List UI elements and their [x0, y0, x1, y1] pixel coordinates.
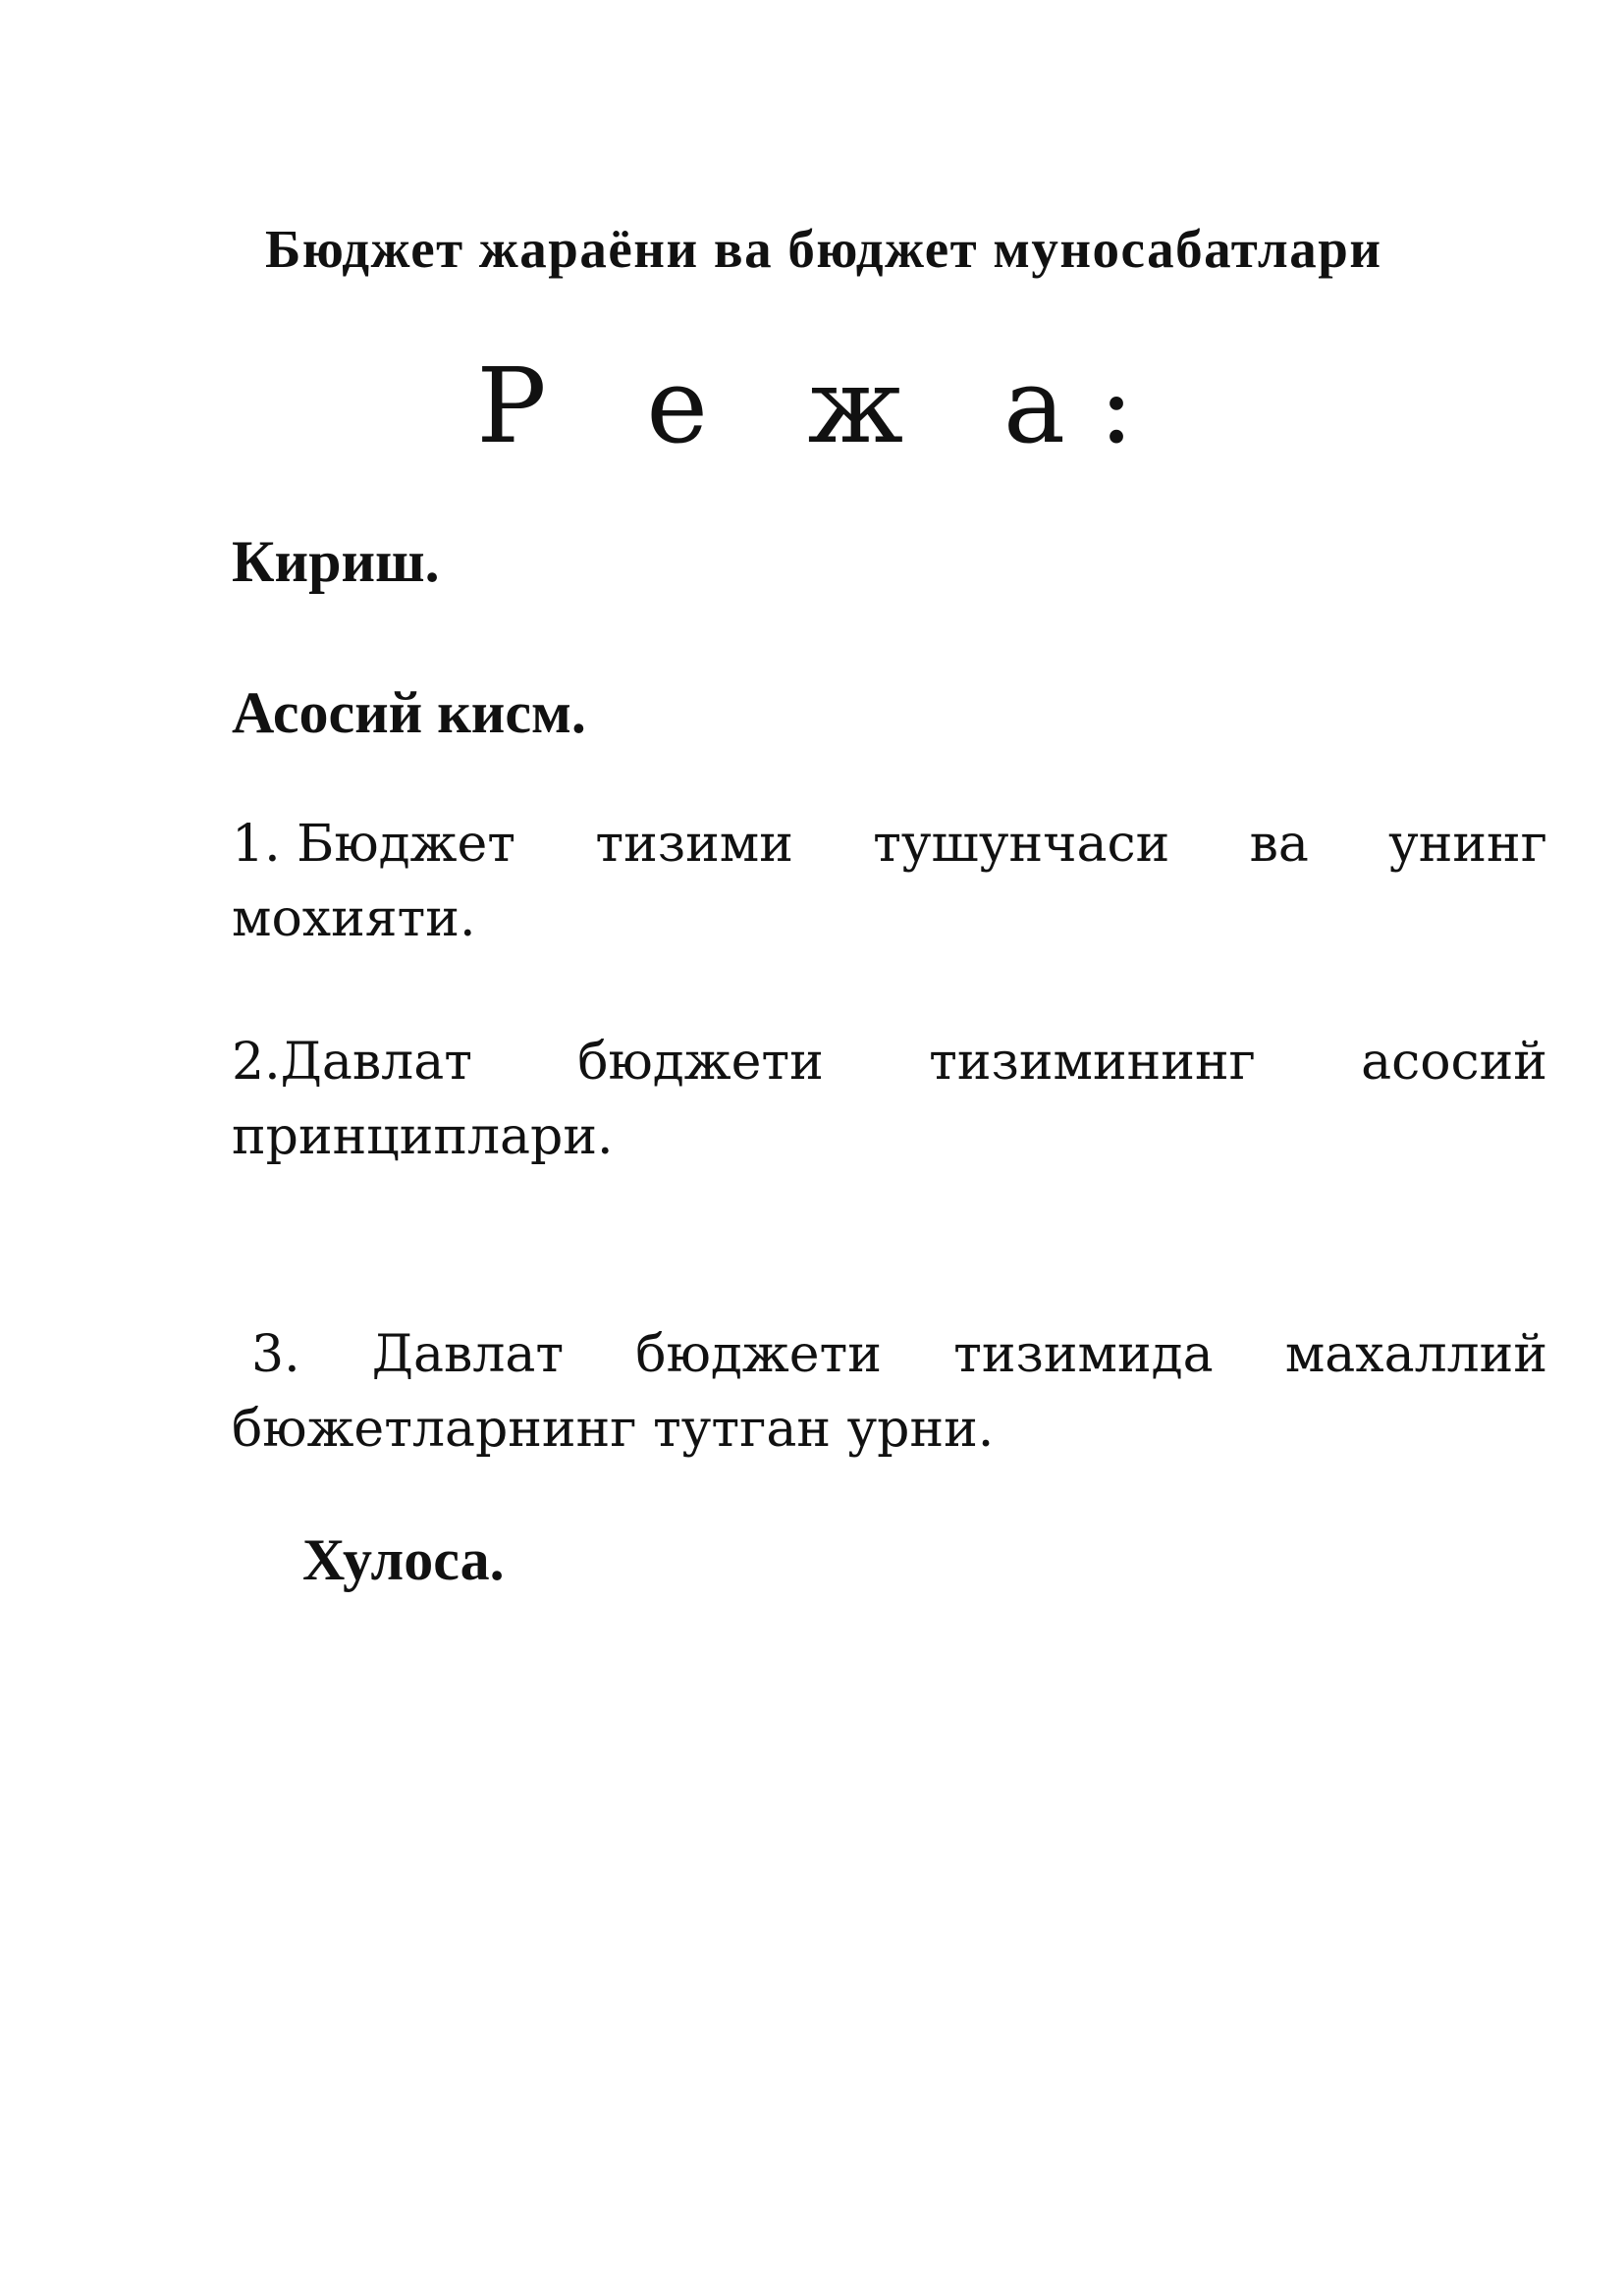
word: тизимида	[953, 1325, 1214, 1384]
word: Давлат	[371, 1325, 565, 1384]
word: тизими	[595, 815, 793, 874]
word: ва	[1249, 815, 1309, 874]
conclusion-heading: Хулоса.	[302, 1527, 505, 1592]
document-title: Бюджет жараёни ва бюджет муносабатлари	[265, 219, 1382, 279]
word: 1. Бюджет	[232, 815, 516, 874]
word: бюджети	[577, 1033, 824, 1092]
plan-point-3-line-1	[232, 1317, 1547, 1392]
main-part-heading: Асосий кисм.	[232, 680, 586, 745]
plan-point-3-line-2: бюжетларнинг тутган урни.	[232, 1400, 995, 1459]
word: тизимининг	[929, 1033, 1256, 1092]
plan-point-2-line-2: принциплари.	[232, 1107, 614, 1166]
plan-point-2-line-1	[232, 1025, 1547, 1099]
word: бюджети	[635, 1325, 882, 1384]
plan-point-1-line-2: мохияти.	[232, 889, 476, 948]
word: асосий	[1361, 1033, 1547, 1092]
word: унинг	[1388, 815, 1547, 874]
word: тушунчаси	[873, 815, 1170, 874]
plan-point-1	[232, 807, 1547, 956]
intro-heading: Кириш.	[232, 529, 440, 594]
word: махаллий	[1284, 1325, 1547, 1384]
plan-point-3	[232, 1317, 1547, 1467]
plan-point-2	[232, 1025, 1547, 1174]
word: 3.	[251, 1325, 300, 1384]
plan-heading: Р е ж а:	[476, 346, 1167, 466]
word: 2.Давлат	[232, 1033, 472, 1092]
plan-point-1-line-1	[232, 807, 1547, 881]
